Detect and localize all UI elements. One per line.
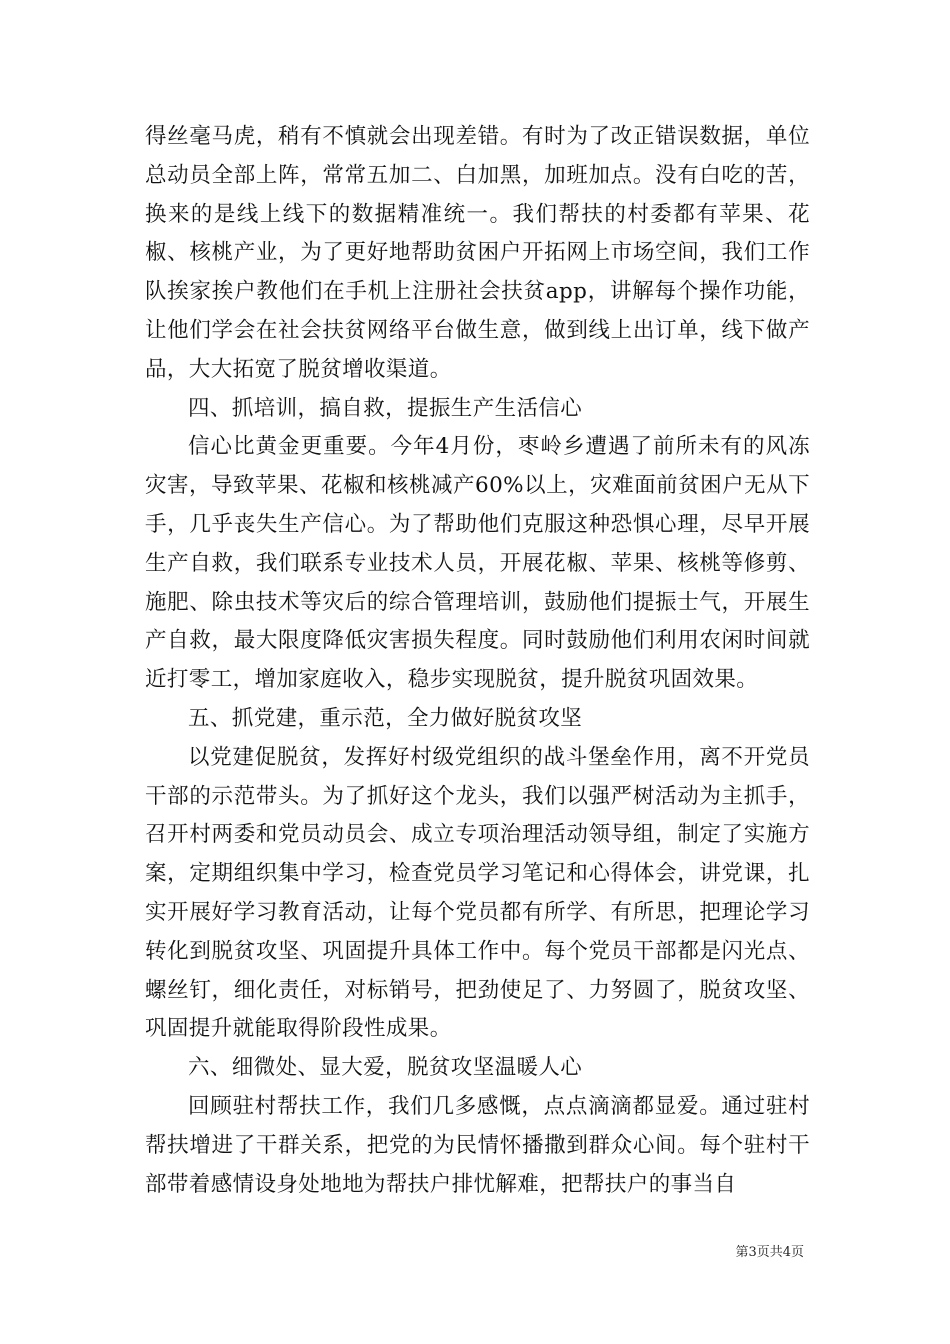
page-number: 第3页共4页 [735, 1245, 804, 1260]
section-heading-6: 六、细微处、显大爱，脱贫攻坚温暖人心 [188, 1055, 583, 1081]
section-heading-5: 五、抓党建，重示范，全力做好脱贫攻坚 [188, 705, 583, 731]
paragraph-continuation: 得丝毫马虎，稍有不慎就会出现差错。有时为了改正错误数据，单位总动员全部上阵，常常五加二、白加黑，加班加点。没有白吃的苦，换来的是线上线下的数据精准统一。我们帮扶的村委都有苹果、花椒、核桃产业，为了更好地帮助贫困户开拓网上市场空间，我们工作队挨家挨户教他们在手机上注册社会扶贫app，讲解每个操作功能，让他们学会在社会扶贫网络平台做生意，做到线上出订单，线下做产品，大大拓宽了脱贫增收渠道。 [145, 124, 810, 382]
paragraph-review: 回顾驻村帮扶工作，我们几多感慨，点点滴滴都显爱。通过驻村帮扶增进了干群关系，把党的为民情怀播撒到群众心间。每个驻村干部带着感情设身处地地为帮扶户排忧解难，把帮扶户的事当自 [145, 1093, 810, 1197]
document-body [145, 118, 810, 1204]
section-heading-4: 四、抓培训，搞自救，提振生产生活信心 [188, 395, 583, 421]
paragraph-confidence: 信心比黄金更重要。今年4月份，枣岭乡遭遇了前所未有的风冻灾害，导致苹果、花椒和核桃减产60%以上，灾难面前贫困户无从下手，几乎丧失生产信心。为了帮助他们克服这种恐惧心理，尽早开展生产自救，我们联系专业技术人员，开展花椒、苹果、核桃等修剪、施肥、除虫技术等灾后的综合管理培训，鼓励他们提振士气，开展生产自救，最大限度降低灾害损失程度。同时鼓励他们利用农闲时间就近打零工，增加家庭收入，稳步实现脱贫，提升脱贫巩固效果。 [145, 434, 810, 693]
paragraph-party-building: 以党建促脱贫，发挥好村级党组织的战斗堡垒作用，离不开党员干部的示范带头。为了抓好这个龙头，我们以强严树活动为主抓手，召开村两委和党员动员会、成立专项治理活动领导组，制定了实施方案，定期组织集中学习，检查党员学习笔记和心得体会，讲党课，扎实开展好学习教育活动，让每个党员都有所学、有所思，把理论学习转化到脱贫攻坚、巩固提升具体工作中。每个党员干部都是闪光点、螺丝钉，细化责任，对标销号，把劲使足了、力努圆了，脱贫攻坚、巩固提升就能取得阶段性成果。 [145, 744, 810, 1042]
